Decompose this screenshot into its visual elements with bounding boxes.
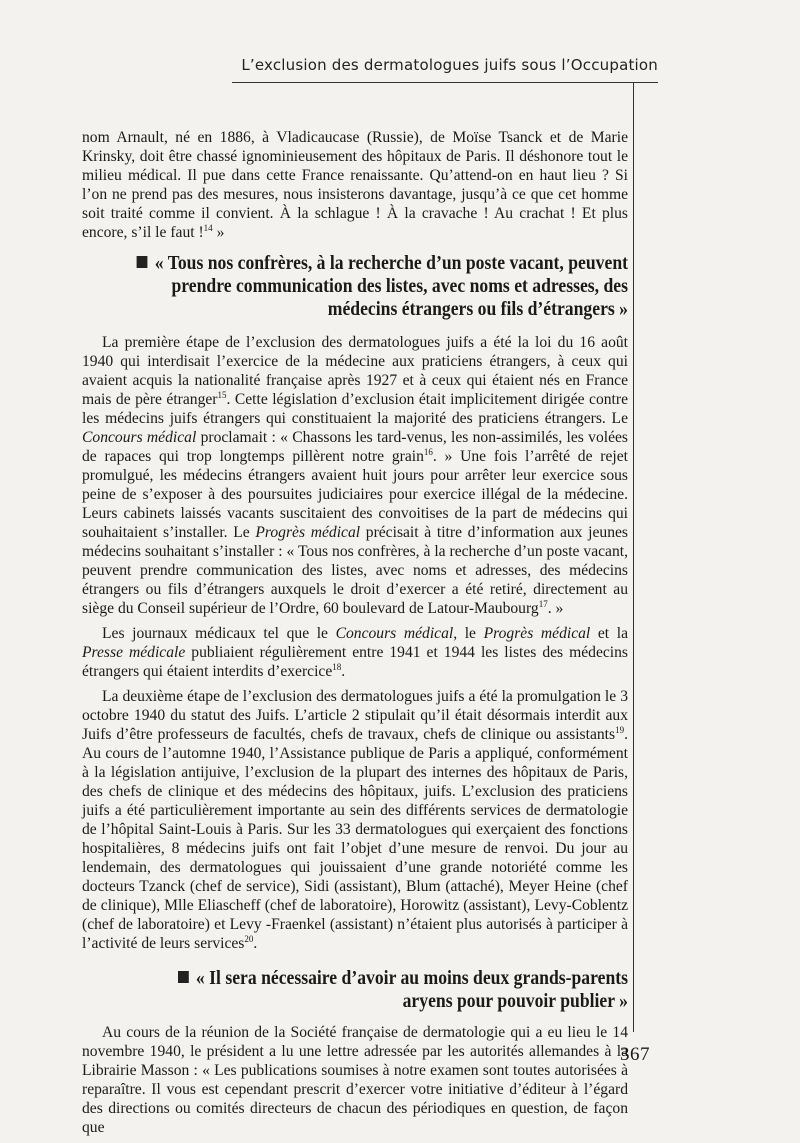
paragraph: La première étape de l’exclusion des dermatologues juifs a été la loi du 16 août 1940 qui interdisait l’exercice de la médecine aux praticiens étrangers, à ceux qui avaient acquis la nationalité française après 1927 et à ceux qui étaient nés en France mais de père étranger$^{15}$. Cette législation d’exclusion était implicitement dirigée contre les médecins juifs étrangers qui constituaient la majorité des praticiens étrangers. Le Concours médical proclamait : « Chassons les tard-venus, les non-assimilés, les volées de rapaces qui trop longtemps pillèrent notre grain$^{16}$. » Une fois l’arrêté de rejet promulgué, les médecins étrangers avaient huit jours pour arrêter leur exercice sous peine de s’exposer à des poursuites judiciaires pour exercice illégal de la médecine. Leurs cabinets laissés vacants suscitaient des convoitises de la part de médecins qui souhaitaient s’installer. Le Progrès médical précisait à titre d’information aux jeunes médecins souhaitant s’installer : « Tous nos confrères, à la recherche d’un poste vacant, peuvent prendre communication des listes, avec noms et adresses, des médecins étrangers ou fils d’étrangers auxquels le droit d’exercer a été retiré, directement au siège du Conseil supérieur de l’Ordre, 60 boulevard de Latour-Maubourg$^{17}$. » bbox=[82, 334, 628, 617]
square-bullet-icon bbox=[137, 256, 148, 268]
header-rule bbox=[232, 82, 658, 83]
intro-paragraph: nom Arnault, né en 1886, à Vladicaucase (Russie), de Moïse Tsanck et de Marie Krinsky, doit être chassé ignominieusement des hôpitaux de Paris. Il déshonore tout le milieu médical. Il pue dans cette France renaissante. Qu’attend-on en haut lieu ? Si l’on ne prend pas des mesures, nous insisterons davantage, jusqu’à ce que cet homme soit traité comme il convient. À la schlague ! À la cravache ! Au crachat ! Et plus encore, s’il le faut !$^{14}$ » bbox=[82, 129, 628, 241]
section-heading-2: « Il sera nécessaire d’avoir au moins deux grands-parents aryens pour pouvoir publier » bbox=[137, 967, 628, 1013]
footnote-ref: 16 bbox=[423, 446, 433, 457]
footnote-ref: 18 bbox=[332, 661, 342, 672]
square-bullet-icon bbox=[178, 971, 189, 983]
text-column bbox=[82, 128, 628, 1143]
footnote-ref: 15 bbox=[217, 389, 227, 400]
paragraph: Les journaux médicaux tel que le Concours médical, le Progrès médical et la Presse médicale publiaient régulièrement entre 1941 et 1944 les listes des médecins étrangers qui étaient interdits d’exercice$^{18}$. bbox=[82, 625, 628, 680]
margin-rule bbox=[633, 82, 634, 1032]
footnote-ref: 20 bbox=[244, 933, 254, 944]
footnote-ref: 19 bbox=[615, 724, 625, 735]
footnote-ref: 14 bbox=[203, 222, 213, 233]
running-head: L’exclusion des dermatologues juifs sous l’Occupation bbox=[241, 56, 658, 74]
footnote-ref: 17 bbox=[538, 598, 548, 609]
page-number: 367 bbox=[620, 1044, 650, 1065]
paragraph: La deuxième étape de l’exclusion des dermatologues juifs a été la promulgation le 3 octobre 1940 du statut des Juifs. L’article 2 stipulait qu’il était désormais interdit aux Juifs d’être professeurs de facultés, chefs de travaux, chefs de clinique ou assistants$^{19}$. Au cours de l’automne 1940, l’Assistance publique de Paris a appliqué, conformément à la législation antijuive, l’exclusion de la plupart des internes des hôpitaux de Paris, des chefs de clinique et des médecins des hôpitaux, juifs. L’exclusion des praticiens juifs a été particulièrement importante au sein des différents services de dermatologie de l’hôpital Saint-Louis à Paris. Sur les 33 dermatologues qui exerçaient des fonctions hospitalières, 8 médecins juifs ont fait l’objet d’une mesure de renvoi. Du jour au lendemain, des dermatologues qui jouissaient d’une grande notoriété comme les docteurs Tzanck (chef de service), Sidi (assistant), Blum (attaché), Meyer Heine (chef de clinique), Mlle Eliascheff (chef de laboratoire), Horowitz (assistant), Levy-Coblentz (chef de laboratoire) et Levy -Fraenkel (assistant) n’étaient plus autorisés à participer à l’activité de leurs services$^{20}$. bbox=[82, 688, 628, 952]
section-heading-1: « Tous nos confrères, à la recherche d’un poste vacant, peuvent prendre communication des listes, avec noms et adresses, des médecins étrangers ou fils d’étrangers » bbox=[137, 252, 628, 321]
paragraph: Au cours de la réunion de la Société française de dermatologie qui a eu lieu le 14 novembre 1940, le président a lu une lettre adressée par les autorités allemandes à la Librairie Masson : « Les publications soumises à notre examen sont toutes autorisées à reparaître. Il vous est cependant prescrit d’exercer votre initiative d’éditeur à l’égard des directions ou comités directeurs de chacun des périodiques en question, de façon que bbox=[82, 1024, 628, 1136]
